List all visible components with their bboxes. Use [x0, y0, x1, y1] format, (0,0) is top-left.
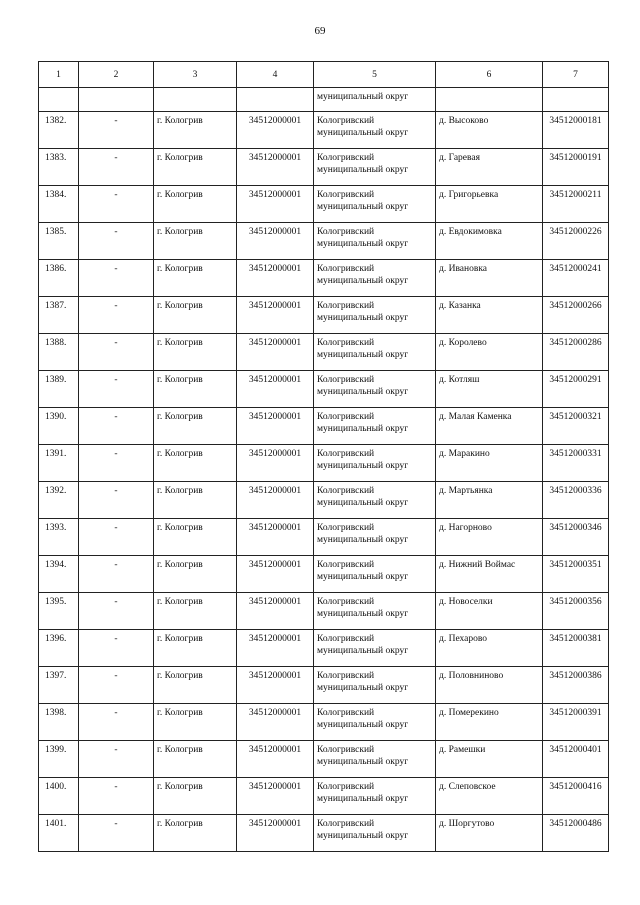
row-number-cell: 1395.: [39, 593, 79, 630]
settlement-code-cell: 34512000181: [543, 112, 609, 149]
district-cell: Кологривский муниципальный округ: [314, 445, 436, 482]
settlement-cell: д. Гаревая: [436, 149, 543, 186]
city-code-cell: 34512000001: [237, 149, 314, 186]
city-cell: г. Кологрив: [154, 297, 237, 334]
row-number-cell: 1386.: [39, 260, 79, 297]
city-cell: г. Кологрив: [154, 334, 237, 371]
city-code-cell: 34512000001: [237, 260, 314, 297]
col2-cell: -: [79, 630, 154, 667]
settlement-cell: д. Пехарово: [436, 630, 543, 667]
city-code-cell: 34512000001: [237, 741, 314, 778]
city-cell: г. Кологрив: [154, 445, 237, 482]
settlement-cell: д. Рамешки: [436, 741, 543, 778]
row-number-cell: 1394.: [39, 556, 79, 593]
table-row: [39, 149, 609, 186]
city-cell: г. Кологрив: [154, 778, 237, 815]
city-code-cell: 34512000001: [237, 519, 314, 556]
city-code-cell: 34512000001: [237, 815, 314, 852]
settlement-code-cell: 34512000286: [543, 334, 609, 371]
col2-cell: -: [79, 334, 154, 371]
col2-cell: -: [79, 482, 154, 519]
district-cell: Кологривский муниципальный округ: [314, 260, 436, 297]
continuation-row: [39, 88, 609, 112]
city-cell: г. Кологрив: [154, 186, 237, 223]
row-number-cell: 1400.: [39, 778, 79, 815]
city-cell: г. Кологрив: [154, 630, 237, 667]
column-header: 3: [154, 62, 237, 88]
city-cell: г. Кологрив: [154, 519, 237, 556]
settlement-code-cell: 34512000381: [543, 630, 609, 667]
settlement-cell: д. Маракино: [436, 445, 543, 482]
settlement-code-cell: 34512000416: [543, 778, 609, 815]
col2-cell: -: [79, 408, 154, 445]
row-number-cell: 1393.: [39, 519, 79, 556]
header-row: [39, 62, 609, 88]
page-number: 69: [314, 25, 326, 37]
table-row: [39, 112, 609, 149]
table-row: [39, 445, 609, 482]
table-cell: муниципальный округ: [314, 88, 436, 112]
district-cell: Кологривский муниципальный округ: [314, 667, 436, 704]
city-code-cell: 34512000001: [237, 297, 314, 334]
col2-cell: -: [79, 371, 154, 408]
city-cell: г. Кологрив: [154, 223, 237, 260]
city-code-cell: 34512000001: [237, 334, 314, 371]
row-number-cell: 1392.: [39, 482, 79, 519]
table-row: [39, 704, 609, 741]
col2-cell: -: [79, 223, 154, 260]
col2-cell: -: [79, 260, 154, 297]
table-row: [39, 482, 609, 519]
settlement-cell: д. Евдокимовка: [436, 223, 543, 260]
col2-cell: -: [79, 593, 154, 630]
settlement-cell: д. Казанка: [436, 297, 543, 334]
city-cell: г. Кологрив: [154, 482, 237, 519]
col2-cell: -: [79, 112, 154, 149]
district-cell: Кологривский муниципальный округ: [314, 149, 436, 186]
table-cell: [79, 88, 154, 112]
table-row: [39, 778, 609, 815]
row-number-cell: 1389.: [39, 371, 79, 408]
col2-cell: -: [79, 445, 154, 482]
settlement-code-cell: 34512000191: [543, 149, 609, 186]
city-code-cell: 34512000001: [237, 704, 314, 741]
district-cell: Кологривский муниципальный округ: [314, 371, 436, 408]
city-cell: г. Кологрив: [154, 556, 237, 593]
settlement-code-cell: 34512000386: [543, 667, 609, 704]
district-cell: Кологривский муниципальный округ: [314, 815, 436, 852]
settlement-cell: д. Григорьевка: [436, 186, 543, 223]
district-cell: Кологривский муниципальный округ: [314, 630, 436, 667]
settlements-table: [38, 61, 609, 852]
district-cell: Кологривский муниципальный округ: [314, 482, 436, 519]
settlement-cell: д. Высоково: [436, 112, 543, 149]
city-cell: г. Кологрив: [154, 815, 237, 852]
col2-cell: -: [79, 519, 154, 556]
city-code-cell: 34512000001: [237, 482, 314, 519]
column-header: 5: [314, 62, 436, 88]
column-header: 2: [79, 62, 154, 88]
col2-cell: -: [79, 149, 154, 186]
city-code-cell: 34512000001: [237, 778, 314, 815]
table-row: [39, 223, 609, 260]
col2-cell: -: [79, 778, 154, 815]
settlement-code-cell: 34512000266: [543, 297, 609, 334]
settlement-code-cell: 34512000241: [543, 260, 609, 297]
city-code-cell: 34512000001: [237, 445, 314, 482]
city-code-cell: 34512000001: [237, 223, 314, 260]
row-number-cell: 1387.: [39, 297, 79, 334]
district-cell: Кологривский муниципальный округ: [314, 186, 436, 223]
settlement-code-cell: 34512000331: [543, 445, 609, 482]
city-cell: г. Кологрив: [154, 593, 237, 630]
column-header: 6: [436, 62, 543, 88]
settlement-code-cell: 34512000321: [543, 408, 609, 445]
city-code-cell: 34512000001: [237, 112, 314, 149]
row-number-cell: 1396.: [39, 630, 79, 667]
district-cell: Кологривский муниципальный округ: [314, 778, 436, 815]
settlement-code-cell: 34512000391: [543, 704, 609, 741]
district-cell: Кологривский муниципальный округ: [314, 704, 436, 741]
row-number-cell: 1391.: [39, 445, 79, 482]
city-cell: г. Кологрив: [154, 371, 237, 408]
col2-cell: -: [79, 556, 154, 593]
city-cell: г. Кологрив: [154, 149, 237, 186]
table-body: [39, 88, 609, 852]
settlement-cell: д. Королево: [436, 334, 543, 371]
col2-cell: -: [79, 297, 154, 334]
table-cell: [237, 88, 314, 112]
table-row: [39, 371, 609, 408]
row-number-cell: 1397.: [39, 667, 79, 704]
table-row: [39, 260, 609, 297]
settlement-cell: д. Померекино: [436, 704, 543, 741]
settlement-code-cell: 34512000346: [543, 519, 609, 556]
col2-cell: -: [79, 667, 154, 704]
settlement-cell: д. Мартьянка: [436, 482, 543, 519]
settlement-cell: д. Новоселки: [436, 593, 543, 630]
district-cell: Кологривский муниципальный округ: [314, 334, 436, 371]
col2-cell: -: [79, 186, 154, 223]
settlement-cell: д. Котляш: [436, 371, 543, 408]
column-header: 7: [543, 62, 609, 88]
settlement-cell: д. Половниново: [436, 667, 543, 704]
table-row: [39, 667, 609, 704]
col2-cell: -: [79, 815, 154, 852]
table-cell: [154, 88, 237, 112]
table-row: [39, 186, 609, 223]
city-cell: г. Кологрив: [154, 112, 237, 149]
city-cell: г. Кологрив: [154, 667, 237, 704]
row-number-cell: 1398.: [39, 704, 79, 741]
table-row: [39, 408, 609, 445]
table-row: [39, 334, 609, 371]
col2-cell: -: [79, 704, 154, 741]
table-row: [39, 741, 609, 778]
settlement-code-cell: 34512000401: [543, 741, 609, 778]
row-number-cell: 1388.: [39, 334, 79, 371]
col2-cell: -: [79, 741, 154, 778]
city-cell: г. Кологрив: [154, 741, 237, 778]
settlement-cell: д. Нижний Воймас: [436, 556, 543, 593]
district-cell: Кологривский муниципальный округ: [314, 223, 436, 260]
settlement-code-cell: 34512000351: [543, 556, 609, 593]
settlement-code-cell: 34512000211: [543, 186, 609, 223]
district-cell: Кологривский муниципальный округ: [314, 112, 436, 149]
district-cell: Кологривский муниципальный округ: [314, 593, 436, 630]
table-row: [39, 519, 609, 556]
city-cell: г. Кологрив: [154, 408, 237, 445]
table-cell: [436, 88, 543, 112]
settlement-code-cell: 34512000486: [543, 815, 609, 852]
row-number-cell: 1382.: [39, 112, 79, 149]
city-code-cell: 34512000001: [237, 408, 314, 445]
row-number-cell: 1399.: [39, 741, 79, 778]
settlement-cell: д. Шоргутово: [436, 815, 543, 852]
column-header: 4: [237, 62, 314, 88]
row-number-cell: 1401.: [39, 815, 79, 852]
city-cell: г. Кологрив: [154, 260, 237, 297]
table-row: [39, 297, 609, 334]
row-number-cell: 1383.: [39, 149, 79, 186]
settlement-cell: д. Ивановка: [436, 260, 543, 297]
row-number-cell: 1390.: [39, 408, 79, 445]
district-cell: Кологривский муниципальный округ: [314, 519, 436, 556]
settlement-code-cell: 34512000336: [543, 482, 609, 519]
settlement-code-cell: 34512000226: [543, 223, 609, 260]
column-header: 1: [39, 62, 79, 88]
city-code-cell: 34512000001: [237, 630, 314, 667]
row-number-cell: 1385.: [39, 223, 79, 260]
city-code-cell: 34512000001: [237, 667, 314, 704]
table-row: [39, 593, 609, 630]
settlement-cell: д. Малая Каменка: [436, 408, 543, 445]
settlement-code-cell: 34512000291: [543, 371, 609, 408]
settlement-cell: д. Слеповское: [436, 778, 543, 815]
row-number-cell: 1384.: [39, 186, 79, 223]
table-row: [39, 630, 609, 667]
city-code-cell: 34512000001: [237, 371, 314, 408]
settlement-code-cell: 34512000356: [543, 593, 609, 630]
district-cell: Кологривский муниципальный округ: [314, 297, 436, 334]
district-cell: Кологривский муниципальный округ: [314, 556, 436, 593]
city-code-cell: 34512000001: [237, 186, 314, 223]
table-cell: [543, 88, 609, 112]
table-row: [39, 556, 609, 593]
city-code-cell: 34512000001: [237, 556, 314, 593]
district-cell: Кологривский муниципальный округ: [314, 408, 436, 445]
settlement-cell: д. Нагорново: [436, 519, 543, 556]
table-row: [39, 815, 609, 852]
city-code-cell: 34512000001: [237, 593, 314, 630]
table-cell: [39, 88, 79, 112]
district-cell: Кологривский муниципальный округ: [314, 741, 436, 778]
city-cell: г. Кологрив: [154, 704, 237, 741]
